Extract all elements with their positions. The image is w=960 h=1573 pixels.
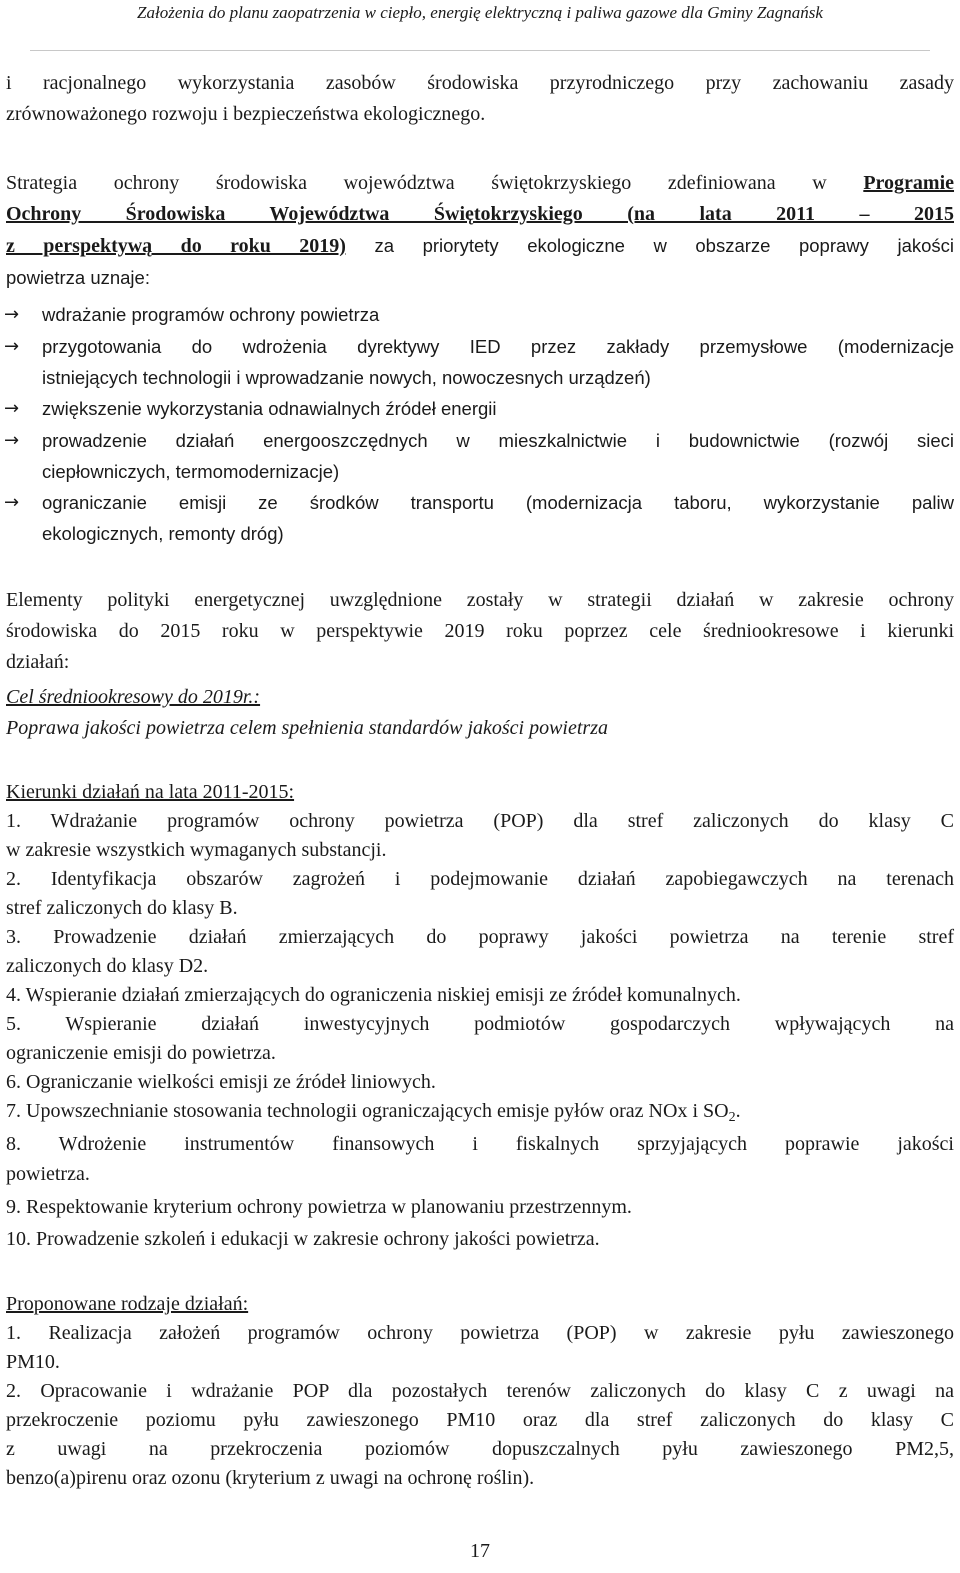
subscript: 2 <box>728 1110 736 1125</box>
intro-line: i racjonalnego wykorzystania zasobów środowiska przyrodniczego przy zachowaniu zasady <box>6 72 954 94</box>
direction-item <box>6 865 954 923</box>
elements-line: środowiska do 2015 roku w perspektywie 2019 roku poprzez cele średniookresowe i kierunki <box>6 620 954 642</box>
direction-item <box>6 1010 954 1068</box>
strategy-paragraph <box>6 168 954 293</box>
program-title-line: Ochrony Środowiska Województwa Świętokrzyskiego (na lata 2011 – 2015 <box>6 203 954 225</box>
direction-item <box>6 981 954 1010</box>
elements-paragraph <box>6 585 954 678</box>
direction-text: 4. Wspieranie działań zmierzających do ograniczenia niskiej emisji ze źródeł komunalnych. <box>6 984 741 1006</box>
proposed-section <box>6 1290 954 1493</box>
proposed-text: przekroczenie poziomu pyłu zawieszonego PM10 oraz dla stref zaliczonych do klasy C <box>6 1409 954 1431</box>
proposed-text: z uwagi na przekroczenia poziomów dopuszczalnych pyłu zawieszonego PM2,5, <box>6 1438 954 1460</box>
directions-heading: Kierunki działań na lata 2011-2015: <box>6 781 295 803</box>
directions-section <box>6 778 954 807</box>
direction-text: 8. Wdrożenie instrumentów finansowych i fiskalnych sprzyjających poprawie jakości <box>6 1133 954 1155</box>
direction-text: 9. Respektowanie kryterium ochrony powietrza w planowaniu przestrzennym. <box>6 1196 632 1218</box>
list-item-text: wdrażanie programów ochrony powietrza <box>42 304 380 325</box>
list-item-text: przygotowania do wdrożenia dyrektywy IED przez zakłady przemysłowe (modernizacje <box>42 336 954 357</box>
strategy-line: powietrza uznaje: <box>6 267 150 288</box>
program-title-link: Programie <box>863 172 955 194</box>
goal-text: Poprawa jakości powietrza celem spełnienia standardów jakości powietrza <box>6 717 608 739</box>
direction-text: w zakresie wszystkich wymaganych substancji. <box>6 839 387 861</box>
header-divider <box>30 50 930 51</box>
direction-item <box>6 1225 954 1254</box>
direction-text: 6. Ograniczanie wielkości emisji ze źródeł liniowych. <box>6 1071 436 1093</box>
page-number: 17 <box>470 1540 490 1562</box>
arrow-icon: → <box>4 492 20 513</box>
direction-text: 1. Wdrażanie programów ochrony powietrza (POP) dla stref zaliczonych do klasy C <box>6 810 954 832</box>
elements-line: Elementy polityki energetycznej uwzględnione zostały w strategii działań w zakresie ochrony <box>6 589 954 611</box>
proposed-text: PM10. <box>6 1351 60 1373</box>
direction-text: zaliczonych do klasy D2. <box>6 955 209 977</box>
list-item-text: ograniczanie emisji ze środków transportu (modernizacja taboru, wykorzystanie paliw <box>42 492 954 513</box>
strategy-line <box>6 230 954 262</box>
list-item-text: ekologicznych, remonty dróg) <box>42 523 284 544</box>
direction-text <box>6 1097 954 1132</box>
direction-text: ograniczenie emisji do powietrza. <box>6 1042 276 1064</box>
direction-text: 5. Wspieranie działań inwestycyjnych podmiotów gospodarczych wpływających na <box>6 1013 954 1035</box>
direction-item <box>6 923 954 981</box>
strategy-line <box>6 168 954 199</box>
goal-heading: Cel średniookresowy do 2019r.: <box>6 686 261 708</box>
direction-text: 2. Identyfikacja obszarów zagrożeń i podejmowanie działań zapobiegawczych na terenach <box>6 868 954 890</box>
arrow-icon: → <box>4 398 20 419</box>
proposed-text: benzo(a)pirenu oraz ozonu (kryterium z uwagi na ochronę roślin). <box>6 1467 535 1489</box>
strategy-text: za priorytety ekologiczne w obszarze poprawy jakości <box>345 235 955 256</box>
direction-text: stref zaliczonych do klasy B. <box>6 897 238 919</box>
elements-line: działań: <box>6 651 70 673</box>
list-item-text: zwiększenie wykorzystania odnawialnych źródeł energii <box>42 398 497 419</box>
direction-item <box>6 1097 954 1132</box>
program-title-end: z perspektywą do roku 2019) <box>6 235 346 257</box>
direction-text-part: . <box>735 1100 741 1122</box>
proposed-text: 1. Realizacja założeń programów ochrony powietrza (POP) w zakresie pyłu zawieszonego <box>6 1322 954 1344</box>
arrow-icon: → <box>4 430 20 451</box>
list-item-text: prowadzenie działań energooszczędnych w mieszkalnictwie i budownictwie (rozwój sieci <box>42 430 954 451</box>
document-header: Założenia do planu zaopatrzenia w ciepło, energię elektryczną i paliwa gazowe dla Gminy Zagnańsk <box>137 3 823 22</box>
direction-item <box>6 1193 954 1222</box>
goal-section <box>6 682 954 744</box>
direction-text: 10. Prowadzenie szkoleń i edukacji w zakresie ochrony jakości powietrza. <box>6 1228 600 1250</box>
direction-text: 3. Prowadzenie działań zmierzających do poprawy jakości powietrza na terenie stref <box>6 926 954 948</box>
arrow-icon: → <box>4 304 20 325</box>
direction-item <box>6 1068 954 1097</box>
direction-text-part: 7. Upowszechnianie stosowania technologii ograniczających emisje pyłów oraz NOx i SO <box>6 1100 729 1122</box>
direction-item <box>6 807 954 865</box>
intro-line: zrównoważonego rozwoju i bezpieczeństwa ekologicznego. <box>6 103 486 125</box>
intro-paragraph <box>6 68 954 130</box>
direction-item <box>6 1129 954 1189</box>
strategy-text: Strategia ochrony środowiska województwa świętokrzyskiego zdefiniowana w <box>6 172 827 194</box>
list-item-text: ciepłowniczych, termomodernizacje) <box>42 461 340 482</box>
list-item-text: istniejących technologii i wprowadzanie nowych, nowoczesnych urządzeń) <box>42 367 651 388</box>
proposed-heading: Proponowane rodzaje działań: <box>6 1293 249 1315</box>
arrow-icon: → <box>4 336 20 357</box>
direction-text: powietrza. <box>6 1163 90 1185</box>
proposed-text: 2. Opracowanie i wdrażanie POP dla pozostałych terenów zaliczonych do klasy C z uwagi na <box>6 1380 954 1402</box>
